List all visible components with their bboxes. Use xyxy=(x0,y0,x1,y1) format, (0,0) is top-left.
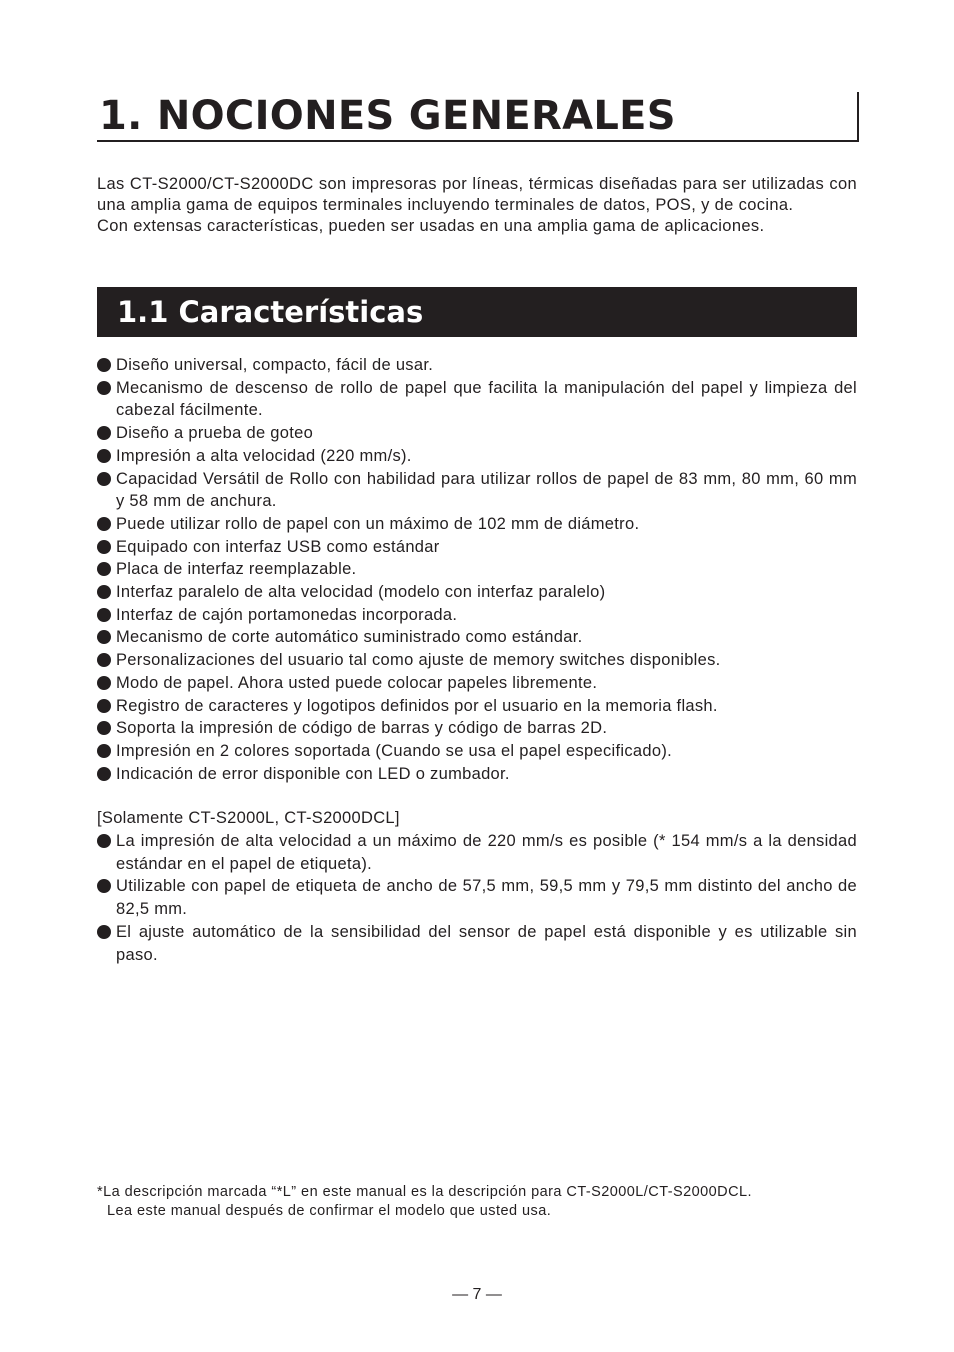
list-item: Modo de papel. Ahora usted puede colocar papeles libremente. xyxy=(97,672,857,695)
list-item: Soporta la impresión de código de barras y código de barras 2D. xyxy=(97,717,857,740)
list-item: Diseño universal, compacto, fácil de usar. xyxy=(97,354,857,377)
bullet-icon xyxy=(97,381,111,395)
list-item: Diseño a prueba de goteo xyxy=(97,422,857,445)
features-list xyxy=(97,354,857,785)
bullet-icon xyxy=(97,721,111,735)
intro-paragraph: Con extensas características, pueden ser usadas en una amplia gama de aplicaciones. xyxy=(97,217,765,235)
bullet-icon xyxy=(97,834,111,848)
section-heading-bar xyxy=(97,287,857,337)
intro-paragraph: Las CT-S2000/CT-S2000DC son impresoras por líneas, térmicas diseñadas para ser utilizadas con una amplia gama de equipos terminales incluyendo terminales de datos, POS, y de cocina. xyxy=(97,175,857,214)
label-features-list xyxy=(97,830,857,966)
bullet-icon xyxy=(97,744,111,758)
list-item: Registro de caracteres y logotipos definidos por el usuario en la memoria flash. xyxy=(97,695,857,718)
list-item: Equipado con interfaz USB como estándar xyxy=(97,536,857,559)
bullet-icon xyxy=(97,449,111,463)
footnote xyxy=(97,1183,867,1221)
footnote-line: *La descripción marcada “*L” en este manual es la descripción para CT-S2000L/CT-S2000DCL. xyxy=(97,1184,753,1200)
list-item: Interfaz paralelo de alta velocidad (modelo con interfaz paralelo) xyxy=(97,581,857,604)
page-number: — 7 — xyxy=(452,1286,502,1303)
chapter-title: 1. NOCIONES GENERALES xyxy=(99,93,676,139)
bullet-icon xyxy=(97,608,111,622)
bullet-icon xyxy=(97,540,111,554)
bullet-icon xyxy=(97,517,111,531)
bullet-icon xyxy=(97,676,111,690)
list-item: Capacidad Versátil de Rollo con habilidad para utilizar rollos de papel de 83 mm, 80 mm, 60 mm y 58 mm de anchura. xyxy=(97,468,857,513)
bullet-icon xyxy=(97,562,111,576)
bullet-icon xyxy=(97,879,111,893)
list-item: Puede utilizar rollo de papel con un máximo de 102 mm de diámetro. xyxy=(97,513,857,536)
list-item: Impresión en 2 colores soportada (Cuando se usa el papel especificado). xyxy=(97,740,857,763)
bullet-icon xyxy=(97,585,111,599)
bullet-icon xyxy=(97,699,111,713)
bullet-icon xyxy=(97,925,111,939)
list-item: La impresión de alta velocidad a un máximo de 220 mm/s es posible (* 154 mm/s a la densidad estándar en el papel de etiqueta). xyxy=(97,830,857,875)
list-item: Personalizaciones del usuario tal como ajuste de memory switches disponibles. xyxy=(97,649,857,672)
bullet-icon xyxy=(97,767,111,781)
footnote-line: Lea este manual después de confirmar el modelo que usted usa. xyxy=(107,1203,552,1219)
list-item: El ajuste automático de la sensibilidad del sensor de papel está disponible y es utilizable sin paso. xyxy=(97,921,857,966)
chapter-heading xyxy=(97,92,859,142)
list-item: Mecanismo de corte automático suministrado como estándar. xyxy=(97,626,857,649)
list-item: Mecanismo de descenso de rollo de papel que facilita la manipulación del papel y limpieza del cabezal fácilmente. xyxy=(97,377,857,422)
bullet-icon xyxy=(97,426,111,440)
label-models-heading: [Solamente CT-S2000L, CT-S2000DCL] xyxy=(97,809,400,827)
bullet-icon xyxy=(97,472,111,486)
bullet-icon xyxy=(97,358,111,372)
section-title: 1.1 Características xyxy=(117,295,424,329)
list-item: Interfaz de cajón portamonedas incorporada. xyxy=(97,604,857,627)
bullet-icon xyxy=(97,630,111,644)
list-item: Impresión a alta velocidad (220 mm/s). xyxy=(97,445,857,468)
list-item: Indicación de error disponible con LED o zumbador. xyxy=(97,763,857,786)
list-item: Utilizable con papel de etiqueta de ancho de 57,5 mm, 59,5 mm y 79,5 mm distinto del ancho de 82,5 mm. xyxy=(97,875,857,920)
bullet-icon xyxy=(97,653,111,667)
intro-text xyxy=(97,174,857,237)
list-item: Placa de interfaz reemplazable. xyxy=(97,558,857,581)
